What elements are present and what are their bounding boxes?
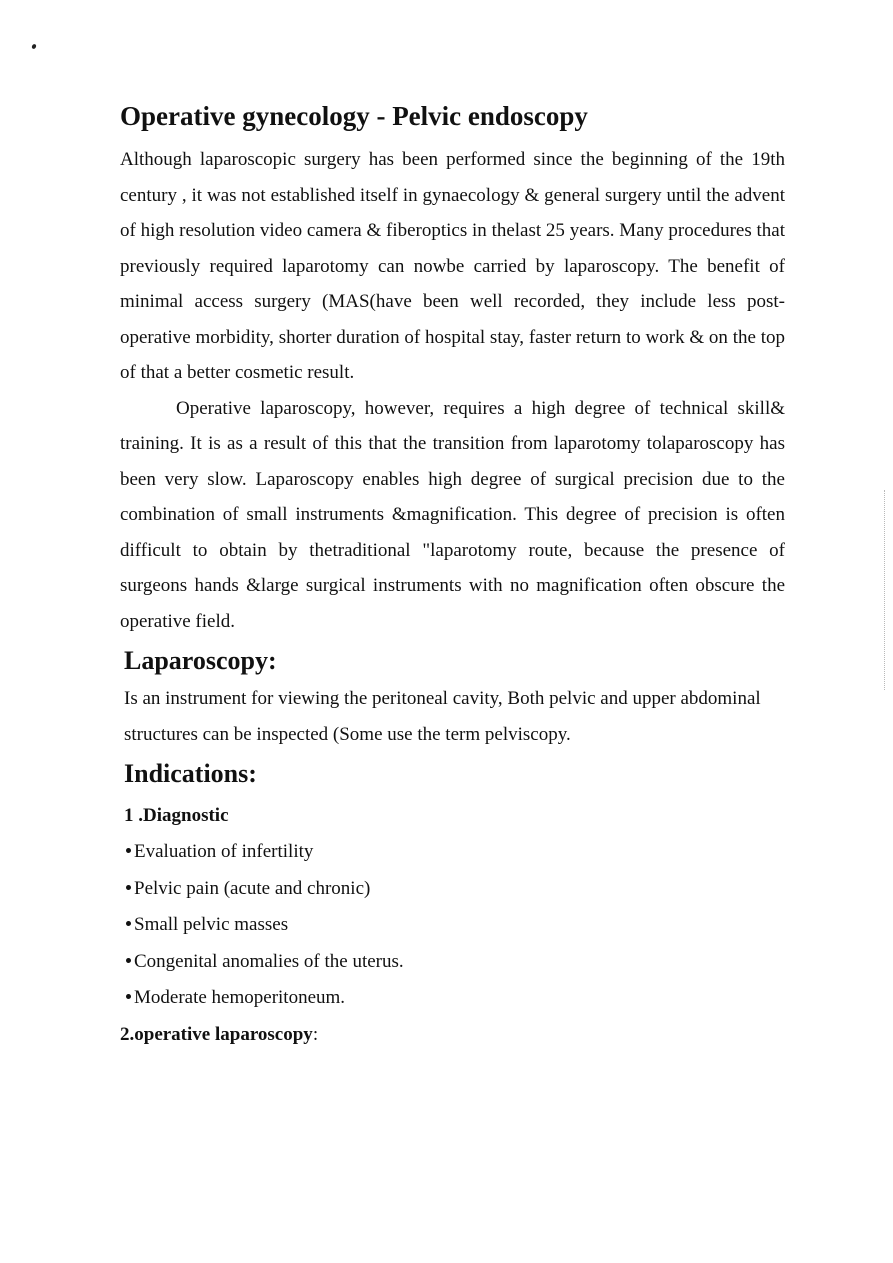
list-item-text: Congenital anomalies of the uterus. [134,950,404,972]
bullet-icon [126,994,131,999]
operative-laparoscopy-subheading [120,1017,785,1053]
diagnostic-list [120,834,785,1017]
laparoscopy-heading: Laparoscopy: [124,646,277,675]
indications-heading: Indications: [124,759,257,788]
bullet-icon [126,885,131,890]
list-item-text: Small pelvic masses [134,914,289,935]
scan-speck [31,43,37,49]
list-item [126,834,785,871]
scan-edge-marks [884,490,888,690]
list-item [126,907,785,944]
list-item [126,871,785,908]
diagnostic-subheading: 1 .Diagnostic [124,805,229,826]
laparoscopy-definition: Is an instrument for viewing the peritoneal cavity, Both pelvic and upper abdominal structures can be inspected (Some use the term pelviscopy. [124,688,761,745]
bullet-icon [126,921,131,926]
list-item [126,944,785,981]
page-title: Operative gynecology - Pelvic endoscopy [120,101,588,131]
list-item [126,980,785,1017]
list-item-text: Moderate hemoperitoneum. [134,987,346,1008]
bullet-icon [126,958,131,963]
list-item-text: Evaluation of infertility [134,841,314,862]
operative-laparoscopy-paragraph: Operative laparoscopy, however, requires a high degree of technical skill& training. It is as a result of this that the transition from laparotomy tolaparoscopy has been very slow. Laparoscopy enables high degree of surgical precision due to the combination of small instruments &magnification. This degree of precision is often difficult to obtain by thetraditional "laparotomy route, because the presence of surgeons hands &large surgical instruments with no magnification often obscure the operative field. [120,397,785,632]
operative-laparoscopy-label: 2.operative laparoscopy [120,1023,313,1045]
bullet-icon [126,848,131,853]
intro-paragraph: Although laparoscopic surgery has been performed since the beginning of the 19th century , it was not established itself in gynaecology & general surgery until the advent of high resolution video camera & fiberoptics in thelast 25 years. Many procedures that previously required laparotomy can nowbe carried by laparoscopy. The benefit of minimal access surgery (MAS(have been well recorded, they include less post-operative morbidity, shorter duration of hospital stay, faster return to work & on the top of that a better cosmetic result. [120,149,785,383]
operative-laparoscopy-colon: : [312,1023,319,1045]
document-content [120,96,785,1053]
list-item-text: Pelvic pain (acute and chronic) [134,877,371,899]
